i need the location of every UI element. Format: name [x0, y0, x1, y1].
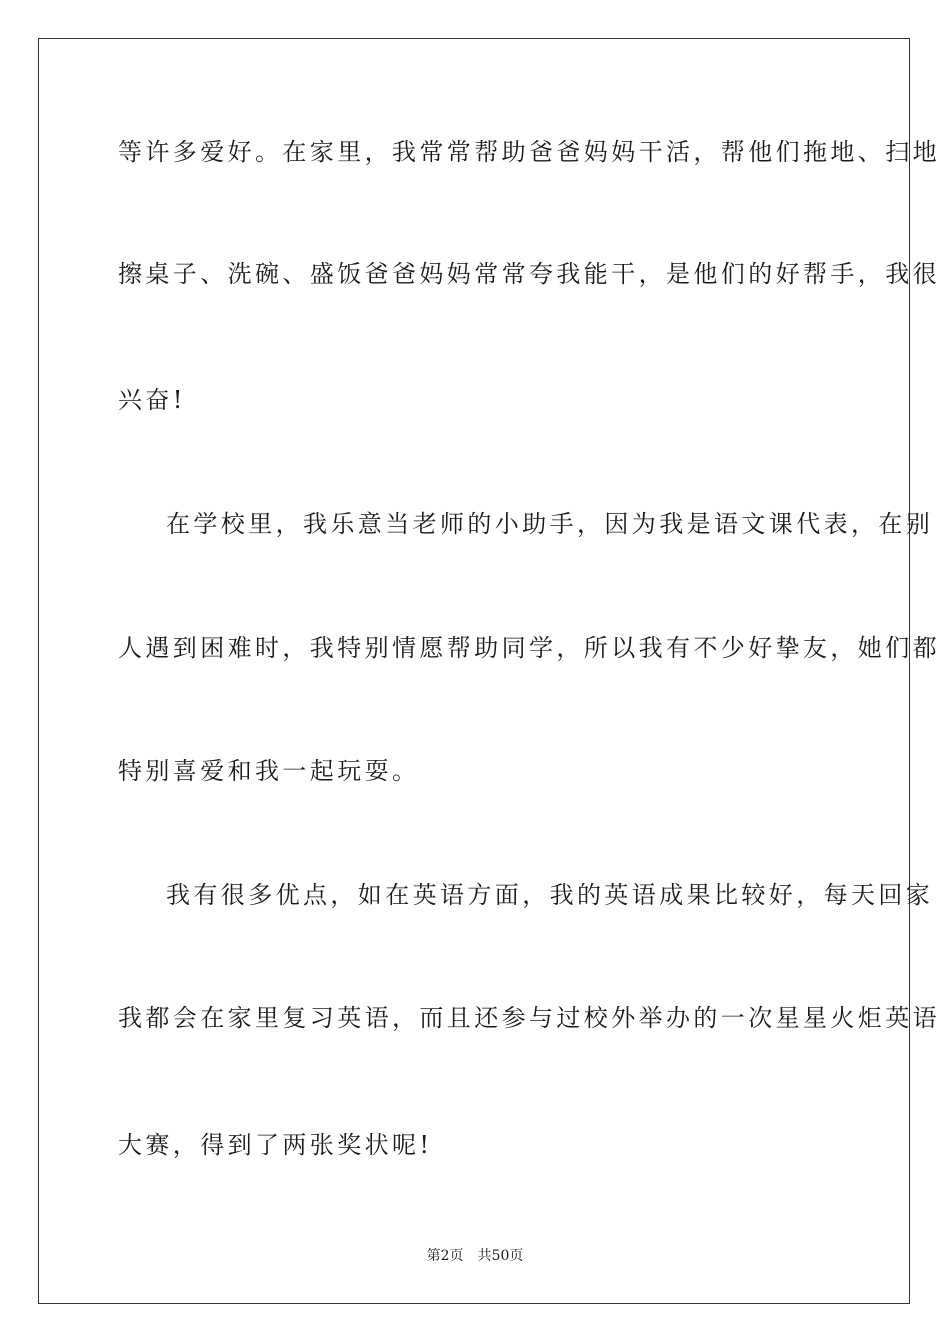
paragraph-start-line: 我有很多优点，如在英语方面，我的英语成果比较好，每天回家	[166, 881, 934, 909]
text-line: 擦桌子、洗碗、盛饭爸爸妈妈常常夸我能干，是他们的好帮手，我很	[118, 260, 940, 288]
page-footer	[0, 1247, 950, 1265]
text-line: 我都会在家里复习英语，而且还参与过校外举办的一次星星火炬英语	[118, 1004, 940, 1032]
text-line: 等许多爱好。在家里，我常常帮助爸爸妈妈干活，帮他们拖地、扫地	[118, 138, 940, 166]
text-line: 兴奋!	[118, 386, 186, 414]
page-number: 第2页	[426, 1248, 464, 1264]
text-line: 大赛，得到了两张奖状呢!	[118, 1131, 433, 1159]
text-line: 人遇到困难时，我特别情愿帮助同学，所以我有不少好挚友，她们都	[118, 634, 940, 662]
text-line: 特别喜爱和我一起玩耍。	[118, 757, 420, 785]
page-frame	[38, 38, 940, 1304]
page-total: 共50页	[477, 1248, 524, 1264]
paragraph-start-line: 在学校里，我乐意当老师的小助手，因为我是语文课代表，在别	[166, 510, 934, 538]
